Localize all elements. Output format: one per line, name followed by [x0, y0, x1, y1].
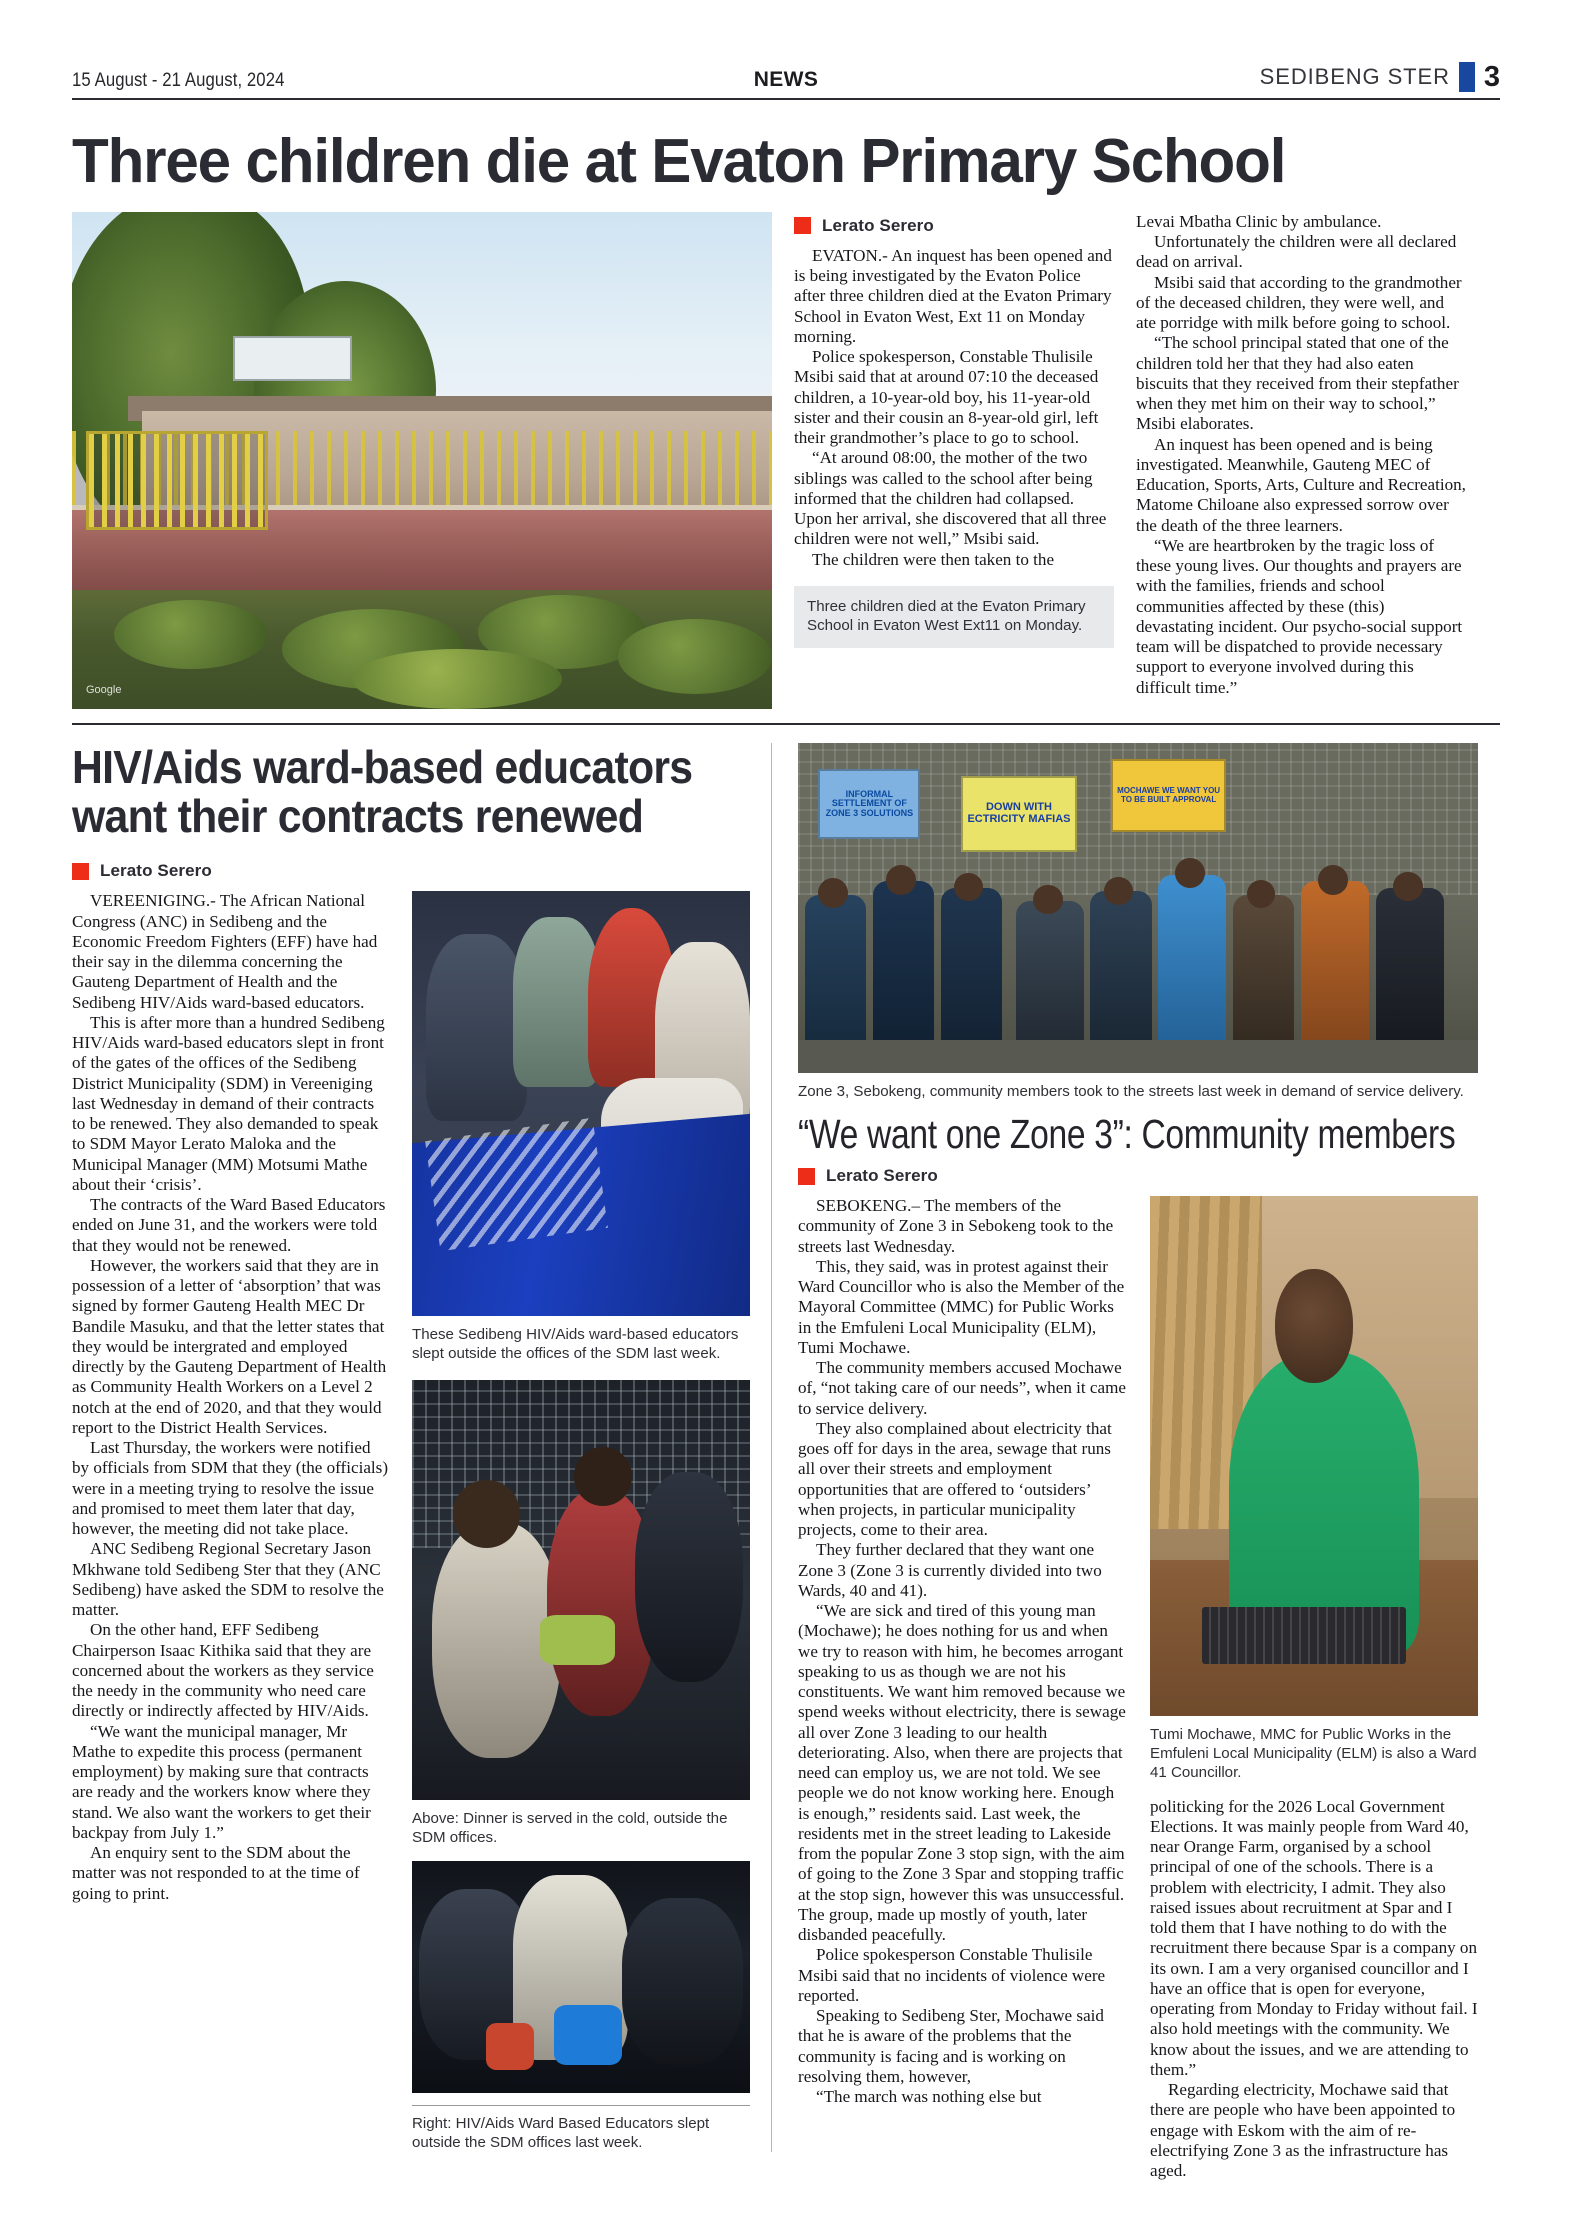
- article3-col2-text: [1150, 1797, 1478, 2182]
- paragraph: “We want the municipal manager, Mr Mathe to expedite this process (permanent employment) by making sure that contracts are ready and the workers know where they stand. We also want the workers to get their backpay from July 1.”: [72, 1721, 371, 1842]
- byline-name: Lerato Serero: [826, 1166, 938, 1186]
- article2-photo-column: [412, 891, 750, 2152]
- article2-content: [72, 891, 749, 2152]
- paragraph: Regarding electricity, Mochawe said that there are people who have been appointed to engage with Eskom with the aim of re-electrifying Zone 3 as the infrastructure has aged.: [1150, 2080, 1456, 2181]
- page-number: 3: [1483, 60, 1500, 93]
- paragraph: Unfortunately the children were all declared dead on arrival.: [1136, 232, 1457, 272]
- school-gate-photo: [72, 212, 772, 709]
- article3: [798, 743, 1478, 2181]
- article1-column-1: [794, 212, 1114, 648]
- paragraph: However, the workers said that they are in possession of a letter of ‘absorption’ that was signed by former Gauteng Health MEC Dr Bandile Masuku, and that the letter states that they would be intergrated and employed directly by the Gauteng Department of Health as Community Health Workers on a Level 2 notch at the end of 2020, and that they would report to the District Health Services.: [72, 1255, 387, 1437]
- byline-square-icon: [798, 1168, 815, 1185]
- article2-caption-mid: Above: Dinner is served in the cold, outside the SDM offices.: [412, 1809, 728, 1846]
- masthead: [72, 0, 1500, 100]
- article2-text-column: [72, 891, 390, 1904]
- night-outside-photo: [412, 1861, 750, 2093]
- paragraph: Msibi said that according to the grandmother of the deceased children, they were well, and ate porridge with milk before going to school.: [1136, 272, 1462, 333]
- paragraph: VEREENIGING.- The African National Congress (ANC) in Sedibeng and the Economic Freedom Fighters (EFF) have had their say in the dilemma concerning the Gauteng Department of Health and the Sedibeng HIV/Aids ward-based educators.: [72, 891, 378, 1012]
- byline-square-icon: [794, 217, 811, 234]
- paragraph: Last Thursday, the workers were notified by officials from SDM that they (the officials) were in a meeting trying to resolve the issue and promised to meet them later that day, however, the meeting did not take place.: [72, 1438, 389, 1539]
- paragraph: This is after more than a hundred Sedibeng HIV/Aids ward-based educators slept in front of the gates of the offices of the Sedibeng District Municipality (SDM) in Vereeniging last Wednesday in demand of their contracts to be renewed. They also demanded to speak to SDM Mayor Lerato Maloka and the Municipal Manager (MM) Motsumi Mathe about their ‘crisis’.: [72, 1012, 385, 1194]
- article3-protest-caption: Zone 3, Sebokeng, community members took to the streets last week in demand of service delivery.: [798, 1082, 1464, 1100]
- section-divider: [72, 723, 1500, 725]
- byline-name: Lerato Serero: [822, 215, 934, 235]
- paragraph: The community members accused Mochawe of, “not taking care of our needs”, when it came to service delivery.: [798, 1358, 1126, 1418]
- tumi-mochawe-portrait: [1150, 1196, 1478, 1716]
- paragraph: An enquiry sent to the SDM about the matter was not responded to at the time of going to print.: [72, 1843, 360, 1903]
- paragraph: “We are sick and tired of this young man (Mochawe); he does nothing for us and when we try to reason with him, he becomes arrogant speaking to us as though we are not his constituents. We want him removed because we spend weeks without electricity, there is sewage all over Zone 3 leading to our health deteriorating. Also, when there are projects that need can employ us, we are not told. We see people we do not know working here. Enough is enough,” residents said. Last week, the residents met in the street leading to Lakeside from the popular Zone 3 stop sign, with the aim of going to the Zone 3 Spar and stopping traffic at the stop sign, however this was unsuccessful. The group, made up mostly of youth, later disbanded peacefully.: [798, 1601, 1126, 1945]
- article1-body: [72, 212, 1500, 709]
- paragraph: Police spokesperson Constable Thulisile Msibi said that no incidents of violence were reported.: [798, 1945, 1106, 2005]
- article1-col1-text: [794, 246, 1114, 570]
- article1-col2-text: [1136, 212, 1466, 698]
- paragraph: Speaking to Sedibeng Ster, Mochawe said that he is aware of the problems that the community is facing and is working on resolving them, however,: [798, 2006, 1104, 2086]
- article2-caption-bottom: Right: HIV/Aids Ward Based Educators slept outside the SDM offices last week.: [412, 2105, 750, 2152]
- article1-column-2: [1136, 212, 1466, 698]
- paragraph: They further declared that they want one Zone 3 (Zone 3 is currently divided into two Wards, 40 and 41).: [798, 1540, 1102, 1600]
- article3-column-1: [798, 1196, 1128, 2107]
- lower-section: [72, 740, 1500, 2181]
- byline-square-icon: [72, 863, 89, 880]
- article3-content: [798, 1196, 1478, 2181]
- protest-photo: INFORMAL SETTLEMENT OF ZONE 3 SOLUTIONS DOWN WITH ECTRICITY MAFIAS MOCHAWE WE WANT YOU TO BE BUILT APPROVAL: [798, 743, 1478, 1073]
- section-label: NEWS: [753, 68, 819, 91]
- paragraph: They also complained about electricity that goes off for days in the area, sewage that runs all over their streets and employment opportunities that are offered to ‘outsiders’ when projects, in particular municipality projects, come to their area.: [798, 1418, 1112, 1540]
- paragraph: “The march was nothing else but: [816, 2087, 1042, 2107]
- publication-title: SEDIBENG STER: [1259, 64, 1450, 89]
- paragraph: The contracts of the Ward Based Educators ended on June 31, and the workers were told that they would not be renewed.: [72, 1195, 386, 1255]
- paragraph: An inquest has been opened and is being investigated. Meanwhile, Gauteng MEC of Education, Sports, Arts, Culture and Recreation, Matome Chiloane also expressed sorrow over the death of the three learners.: [1136, 434, 1466, 535]
- dinner-outside-photo: [412, 1380, 750, 1800]
- article3-portrait-caption: Tumi Mochawe, MMC for Public Works in the Emfuleni Local Municipality (ELM) is also a Ward 41 Councillor.: [1150, 1726, 1477, 1782]
- paragraph: “We are heartbroken by the tragic loss of these young lives. Our thoughts and prayers are with the families, friends and school communities affected by these (this) devastating incident. Our psycho-social support team will be dispatched to provide necessary support to everyone involved during this difficult time.”: [1136, 535, 1463, 697]
- article2-headline: [72, 740, 702, 843]
- paragraph: The children were then taken to the: [812, 549, 1055, 569]
- article2-headline-line2: want their contracts renewed: [72, 790, 644, 843]
- paragraph: EVATON.- An inquest has been opened and is being investigated by the Evaton Police after three children died at the Evaton Primary School in Evaton West, Ext 11 on Monday morning.: [794, 245, 1112, 346]
- paragraph: “The school principal stated that one of the children told her that they had also eaten biscuits that they received from their stepfather when they met him on their way to school,” Msibi elaborates.: [1136, 333, 1459, 434]
- article2-headline-line1: HIV/Aids ward-based educators: [72, 740, 693, 793]
- article3-column-2: [1150, 1196, 1478, 2181]
- article1-photo-caption: Three children died at the Evaton Primary School in Evaton West Ext11 on Monday.: [794, 586, 1114, 648]
- article3-byline: [798, 1166, 1478, 1186]
- article2: [72, 740, 772, 2152]
- photo-watermark: Google: [86, 684, 122, 697]
- paragraph: Police spokesperson, Constable Thulisile Msibi said that at around 07:10 the deceased children, a 10-year-old boy, his 11-year-old sister and their cousin an 8-year-old girl, left their grandmother’s place to go to school.: [794, 347, 1099, 448]
- article1-byline: [794, 216, 1114, 236]
- paragraph: On the other hand, EFF Sedibeng Chairperson Isaac Kithika said that they are concerned about the workers as they service the needy in the community who need care directly or indirectly affected by HIV/Aids.: [72, 1620, 374, 1721]
- issue-date: 15 August - 21 August, 2024: [72, 70, 285, 91]
- paragraph: SEBOKENG.– The members of the community of Zone 3 in Sebokeng took to the streets last Wednesday.: [798, 1196, 1114, 1256]
- paragraph: politicking for the 2026 Local Government Elections. It was mainly people from Ward 40, near Orange Farm, organised by a school principal of one of the schools. There is a problem with electricity, I admit. They also raised issues about recruitment at Spar and I told them that I have nothing to do with the recruitment there because Spar is a company on its own. I am a very organised councillor and I have an office that is open for everyone, operating from Monday to Friday without fail. I also hold meetings with the community. We know about the issues, and we are attending to them.”: [1150, 1796, 1478, 2079]
- byline-name: Lerato Serero: [100, 861, 212, 881]
- article2-caption-top: These Sedibeng HIV/Aids ward-based educators slept outside the offices of the SDM last week.: [412, 1326, 739, 1363]
- article1-headline: Three children die at Evaton Primary School: [72, 127, 1286, 196]
- article1-photo-block: [72, 212, 772, 709]
- ward-educators-photo: [412, 891, 750, 1316]
- article3-headline: “We want one Zone 3”: Community members: [798, 1111, 1456, 1158]
- article2-byline: [72, 861, 749, 881]
- paragraph: “At around 08:00, the mother of the two siblings was called to the school after being informed that the children had collapsed. Upon her arrival, she discovered that all three children were not well,” Msibi said.: [794, 448, 1107, 549]
- paragraph: Levai Mbatha Clinic by ambulance.: [1136, 211, 1382, 231]
- paragraph: This, they said, was in protest against their Ward Councillor who is also the Member of the Mayoral Committee (MMC) for Public Works in the Emfuleni Local Municipality (ELM), Tumi Mochawe.: [798, 1256, 1125, 1357]
- paragraph: ANC Sedibeng Regional Secretary Jason Mkhwane told Sedibeng Ster that they (ANC Sedibeng) have asked the SDM to resolve the matter.: [72, 1539, 384, 1620]
